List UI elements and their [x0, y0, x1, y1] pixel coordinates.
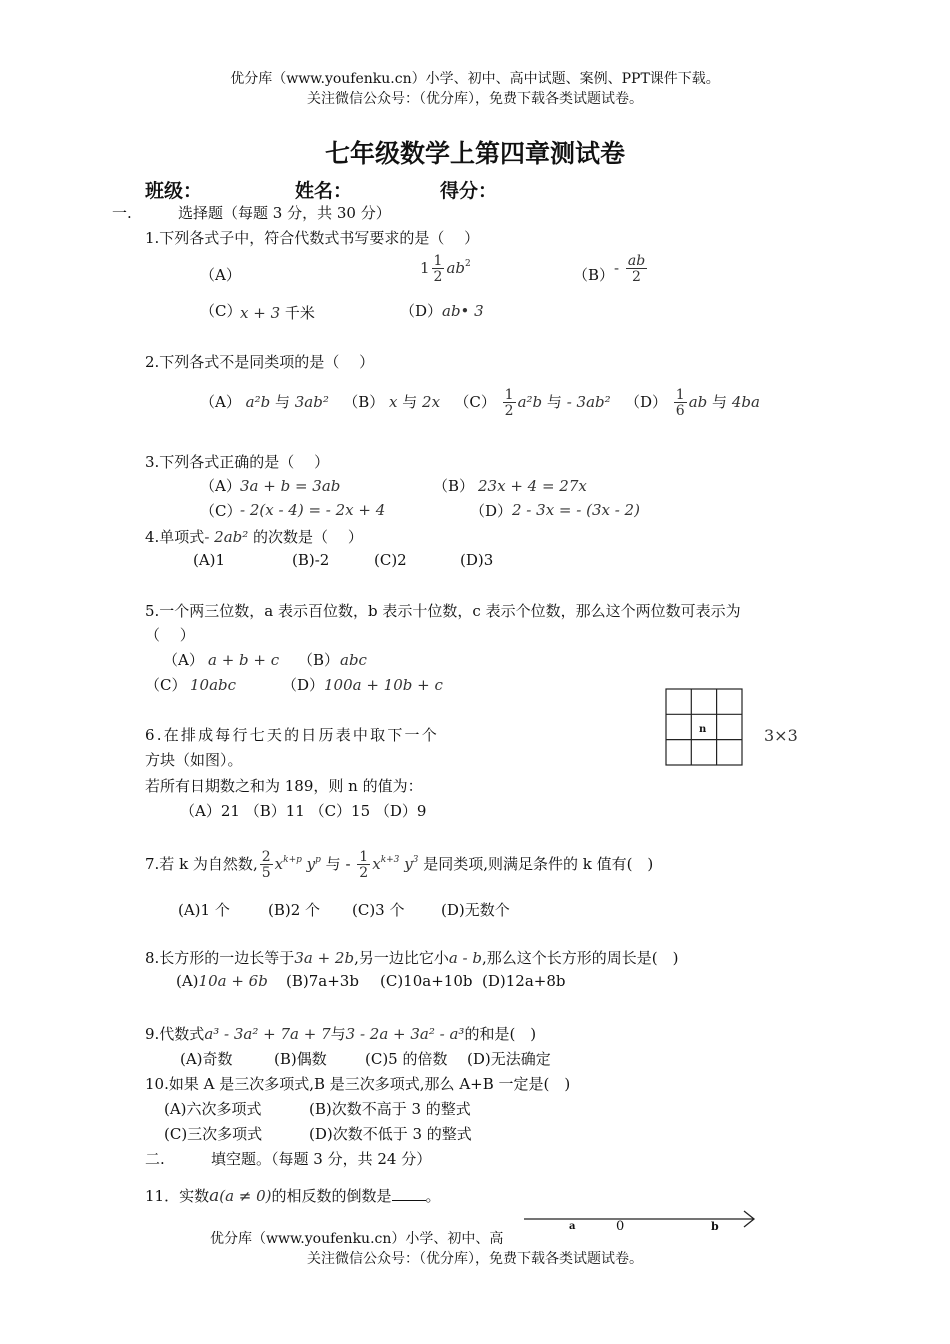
q5-a-expr: a + b + c [208, 651, 280, 669]
q9-opt-c: (C)5 的倍数 [365, 1050, 448, 1068]
q2-d-label: （D） [624, 393, 667, 411]
q8-expr2: a - b [448, 949, 482, 967]
q3-d-expr: 2 - 3x = - (3x - 2) [512, 501, 640, 519]
q2-b-label: （B） [343, 393, 385, 411]
q1-a-den: 2 [433, 269, 443, 285]
q7-expr1: $x^{k+p}$ $y^p$ [274, 855, 321, 873]
q7-f2-den: 2 [359, 865, 369, 881]
q10-opt-c: (C)三次多项式 [164, 1125, 263, 1143]
q8-post: ,那么这个长方形的周长是( ) [482, 949, 679, 967]
q11-answer-blank [392, 1186, 426, 1201]
q8-stem [145, 947, 678, 968]
q8-opt-d: (D)12a+8b [482, 972, 566, 990]
q9-post: 的和是( ) [464, 1025, 537, 1043]
q2-c-num: 1 [504, 387, 514, 403]
q10-opt-d: (D)次数不低于 3 的整式 [309, 1125, 472, 1143]
q1-b-expr [614, 254, 649, 284]
q6-line2: 方块（如图）。 [145, 751, 243, 769]
q4-opt-a: (A)1 [193, 551, 226, 569]
q2-a-expr1: a²b [245, 393, 271, 411]
q8-mid: ,另一边比它小 [354, 949, 449, 967]
q1-a-num: 1 [433, 253, 443, 269]
q9-opt-b: (B)偶数 [274, 1050, 327, 1068]
q5-a-label: （A） [163, 651, 204, 669]
q2-b-mid: 与 [402, 393, 418, 411]
q8-opt-a-label: (A) [176, 972, 199, 990]
name-label: 姓名： [295, 180, 353, 202]
number-line-a: a [569, 1221, 576, 1232]
q2-a-label: （A） [200, 393, 241, 411]
q9-opt-d: (D)无法确定 [467, 1050, 551, 1068]
q5-b-label: （B） [298, 651, 340, 669]
number-line [520, 1208, 760, 1232]
q6-line1: 6.在排成每行七天的日历表中取下一个 [145, 726, 439, 744]
q5-paren: （ ） [145, 626, 195, 644]
q11-var: a [209, 1186, 220, 1206]
q3-a-expr: 3a + b = 3ab [240, 477, 341, 495]
q1-c-label: （C） [200, 302, 242, 320]
q2-a-mid: 与 [274, 393, 290, 411]
q7-f1-num: 2 [261, 849, 271, 865]
q8-opt-a [176, 972, 268, 990]
q8-expr1: 3a + 2b [294, 949, 355, 967]
q9-pre: 9.代数式 [145, 1025, 205, 1043]
page-title: 七年级数学上第四章测试卷 [324, 139, 625, 168]
q2-a-expr2: 3ab² [294, 393, 329, 411]
q7-stem [145, 850, 653, 880]
q4-opt-b: (B)-2 [292, 551, 330, 569]
footer-line-2: 关注微信公众号：（优分库），免费下载各类试题试卷。 [307, 1251, 643, 1267]
q1-a-var: ab [446, 259, 466, 277]
q7-opt-d: (D)无数个 [441, 901, 510, 919]
q7-opt-a: (A)1 个 [178, 901, 230, 919]
q1-b-den: 2 [626, 268, 647, 284]
q9-mid: 与 [330, 1025, 346, 1043]
q3-c-label: （C） [200, 502, 242, 520]
q7-expr2: $x^{k+3}$ $y^3$ [372, 855, 419, 873]
footer-line-1: 优分库（www.youfenku.cn）小学、初中、高 [210, 1231, 504, 1247]
q2-d-den: 6 [675, 403, 685, 419]
q3-d-label: （D） [470, 502, 513, 520]
section-1-title: 选择题（每题 3 分，共 30 分） [178, 204, 391, 222]
q5-c-expr: 10abc [190, 676, 237, 694]
q2-d-expr1: ab [688, 393, 708, 411]
q8-opt-a-expr: 10a + 6b [198, 972, 268, 990]
q1-a-whole: 1 [420, 259, 430, 277]
q7-pre: 7.若 k 为自然数, [145, 855, 258, 873]
q1-d-expr: ab• 3 [442, 302, 484, 320]
q7-opt-b: (B)2 个 [268, 901, 321, 919]
calendar-cell-n: n [699, 724, 707, 735]
q2-c-label: （C） [454, 393, 496, 411]
q7-f2-num: 1 [359, 849, 369, 865]
q4-opt-c: (C)2 [374, 551, 407, 569]
q10-opt-a: (A)六次多项式 [164, 1100, 262, 1118]
q8-opt-b: (B)7a+3b [286, 972, 359, 990]
section-2-title: 填空题。（每题 3 分，共 24 分） [211, 1150, 432, 1168]
q3-stem: 3.下列各式正确的是（ ） [145, 453, 330, 471]
q3-b-label: （B） [433, 477, 475, 495]
q1-a-label: （A） [200, 266, 241, 284]
q3-b-expr: 23x + 4 = 27x [478, 477, 587, 495]
q2-d-num: 1 [675, 387, 685, 403]
q6-options: （A）21 （B）11 （C）15 （D）9 [180, 802, 427, 820]
q1-b-label: （B） [573, 266, 615, 284]
q7-opt-c: (C)3 个 [352, 901, 405, 919]
q5-c-label: （C） [145, 676, 187, 694]
number-line-zero: 0 [616, 1219, 625, 1234]
q1-d-label: （D） [400, 302, 443, 320]
q5-d-label: （D） [282, 676, 325, 694]
q9-opt-a: (A)奇数 [180, 1050, 233, 1068]
q2-c-expr2: - 3ab² [566, 393, 611, 411]
q4-post: 的次数是（ ） [253, 528, 363, 546]
q11-pre: 11．实数 [145, 1187, 210, 1205]
q2-options [200, 388, 760, 418]
q2-d-mid: 与 [712, 393, 728, 411]
q1-c-math: x + 3 [240, 304, 281, 322]
section-2-number: 二. [145, 1150, 165, 1168]
class-label: 班级： [145, 180, 203, 202]
q2-stem: 2.下列各式不是同类项的是（ ） [145, 353, 375, 371]
q3-a-label: （A） [200, 477, 241, 495]
q11-cond: (a ≠ 0) [219, 1187, 272, 1205]
q2-b-expr1: x [389, 393, 398, 411]
q6-size-label: 3×3 [764, 726, 798, 745]
q1-b-num: ab [627, 253, 646, 269]
q4-stem [145, 526, 363, 547]
q11-stem [145, 1185, 441, 1206]
q6-line3: 若所有日期数之和为 189，则 n 的值为： [145, 777, 423, 795]
q1-c-unit: 千米 [284, 304, 315, 322]
q2-b-expr2: 2x [422, 393, 441, 411]
q1-b-sign: - [614, 259, 620, 277]
q9-expr1: a³ - 3a² + 7a + 7 [204, 1025, 331, 1043]
q7-f1-den: 5 [261, 865, 271, 881]
q2-d-expr2: 4ba [731, 393, 760, 411]
q4-opt-d: (D)3 [460, 551, 494, 569]
q2-c-mid: 与 [546, 393, 562, 411]
section-1-number: 一. [112, 204, 132, 222]
q9-stem [145, 1023, 536, 1044]
q5-stem: 5.一个两三位数，a 表示百位数，b 表示十位数，c 表示个位数，那么这个两位数可表示为 [145, 602, 741, 620]
q2-c-den: 2 [504, 403, 514, 419]
q10-opt-b: (B)次数不高于 3 的整式 [309, 1100, 471, 1118]
q11-end: 。 [425, 1187, 441, 1205]
q2-c-expr1: a²b [517, 393, 543, 411]
q1-stem: 1.下列各式子中，符合代数式书写要求的是（ ） [145, 229, 480, 247]
header-line-2: 关注微信公众号：（优分库），免费下载各类试题试卷。 [307, 91, 643, 107]
number-line-b: b [711, 1220, 719, 1233]
q1-a-expr: 1 $\frac{1}{2}$ $ab^2$ [420, 253, 471, 285]
q8-pre: 8.长方形的一边长等于 [145, 949, 295, 967]
q10-stem: 10.如果 A 是三次多项式,B 是三次多项式,那么 A+B 一定是( ) [145, 1075, 571, 1093]
q5-d-expr: 100a + 10b + c [324, 676, 443, 694]
q7-post: 是同类项,则满足条件的 k 值有( ) [423, 855, 654, 873]
q9-expr2: 3 - 2a + 3a² - a³ [345, 1025, 465, 1043]
q8-opt-c: (C)10a+10b [380, 972, 473, 990]
q7-mid: 与 - [325, 855, 351, 873]
q3-c-expr: - 2(x - 4) = - 2x + 4 [240, 501, 386, 519]
q1-c-expr [240, 302, 315, 323]
score-label: 得分： [440, 180, 498, 202]
header-line-1: 优分库（www.youfenku.cn）小学、初中、高中试题、案例、PPT课件下载。 [230, 71, 720, 87]
q11-post: 的相反数的倒数是 [271, 1187, 392, 1205]
q4-expr: - 2ab² [204, 528, 249, 546]
q4-pre: 4.单项式 [145, 528, 205, 546]
q5-b-expr: abc [340, 651, 367, 669]
